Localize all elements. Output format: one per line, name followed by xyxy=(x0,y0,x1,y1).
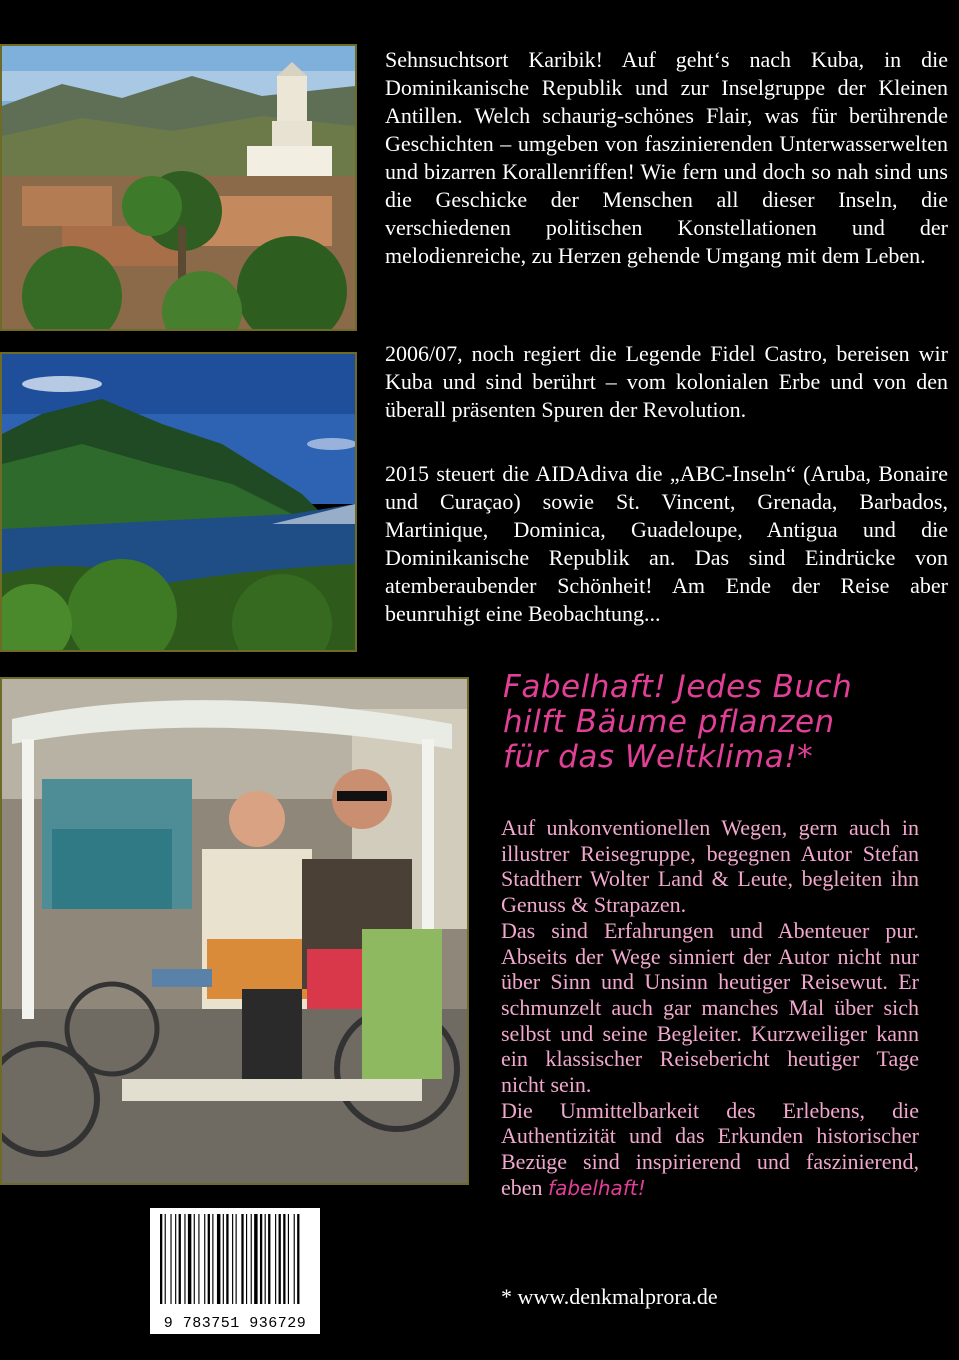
blurb-body xyxy=(501,815,919,1202)
blurb-paragraph-1: Auf unkonventionellen Wegen, gern auch in illustrer Reisegruppe, begegnen Autor Stefan Stadtherr Wolter Land & Leute, begleiten ihn Genuss & Strapazen. xyxy=(501,815,919,918)
slogan xyxy=(503,670,943,775)
intro-paragraph-2-text: 2006/07, noch regiert die Legende Fidel Castro, bereisen wir Kuba und sind berührt – vom kolonialen Erbe und von den überall präsenten Spuren der Revolution. xyxy=(385,341,948,422)
blurb-paragraph-2: Das sind Erfahrungen und Abenteuer pur. Abseits der Wege sinniert der Autor nicht nur über Sinn und Unsinn heutiger Reisewut. Er schmunzelt auch gar manches Mal über sich selbst und seine Begleiter. Kurzweiliger kann ein klassischer Reisebericht heutiger Tage nicht sein. xyxy=(501,917,919,1098)
intro-paragraph-1-text: Sehnsuchtsort Karibik! Auf geht‘s nach Kuba, in die Dominikanische Republik und zur Inselgruppe der Kleinen Antillen. Welch schaurig-schönes Flair, was für berührende Geschichten – umgeben von faszinierenden Unterwasserwelten und bizarren Korallenriffen! Wie fern und doch so nah sind uns die Geschicke der Menschen all dieser Inseln, die verschiedenen politischen Konstellationen und der melodienreiche, zu Herzen gehende Umgang mit dem Leben. xyxy=(385,47,948,268)
slogan-line-2: hilft Bäume pflanzen xyxy=(503,704,835,740)
footnote-url: * www.denkmalprora.de xyxy=(501,1284,718,1309)
blurb-highlight: fabelhaft! xyxy=(548,1175,646,1200)
intro-paragraph-2 xyxy=(385,340,948,424)
bay-photo xyxy=(0,352,357,652)
blurb-paragraph-3-text: Die Unmittelbarkeit des Erlebens, die Authentizität und das Erkunden historischer Bezüge sind inspirierend und faszinierend, eben xyxy=(501,1097,919,1200)
town-photo xyxy=(0,44,357,331)
isbn-number: 9 783751 936729 xyxy=(163,1315,307,1332)
blurb-paragraph-3 xyxy=(501,1098,919,1202)
slogan-line-3: für das Weltklima!* xyxy=(503,739,814,775)
bicycle-taxi-photo xyxy=(0,677,469,1185)
intro-paragraph-3-text: 2015 steuert die AIDAdiva die „ABC-Inseln“ (Aruba, Bonaire und Curaçao) sowie St. Vincent, Grenada, Barbados, Martinique, Dominica, Guadeloupe, Antigua und die Dominikanische Republik an. Das sind Eindrücke von atemberaubender Schönheit! Am Ende der Reise aber beunruhigt eine Beobachtung... xyxy=(385,461,948,626)
isbn-barcode xyxy=(150,1208,320,1334)
intro-paragraph-1 xyxy=(385,46,948,270)
slogan-line-1: Fabelhaft! Jedes Buch xyxy=(503,669,853,705)
intro-paragraph-3 xyxy=(385,460,948,628)
barcode-bars xyxy=(150,1208,320,1312)
